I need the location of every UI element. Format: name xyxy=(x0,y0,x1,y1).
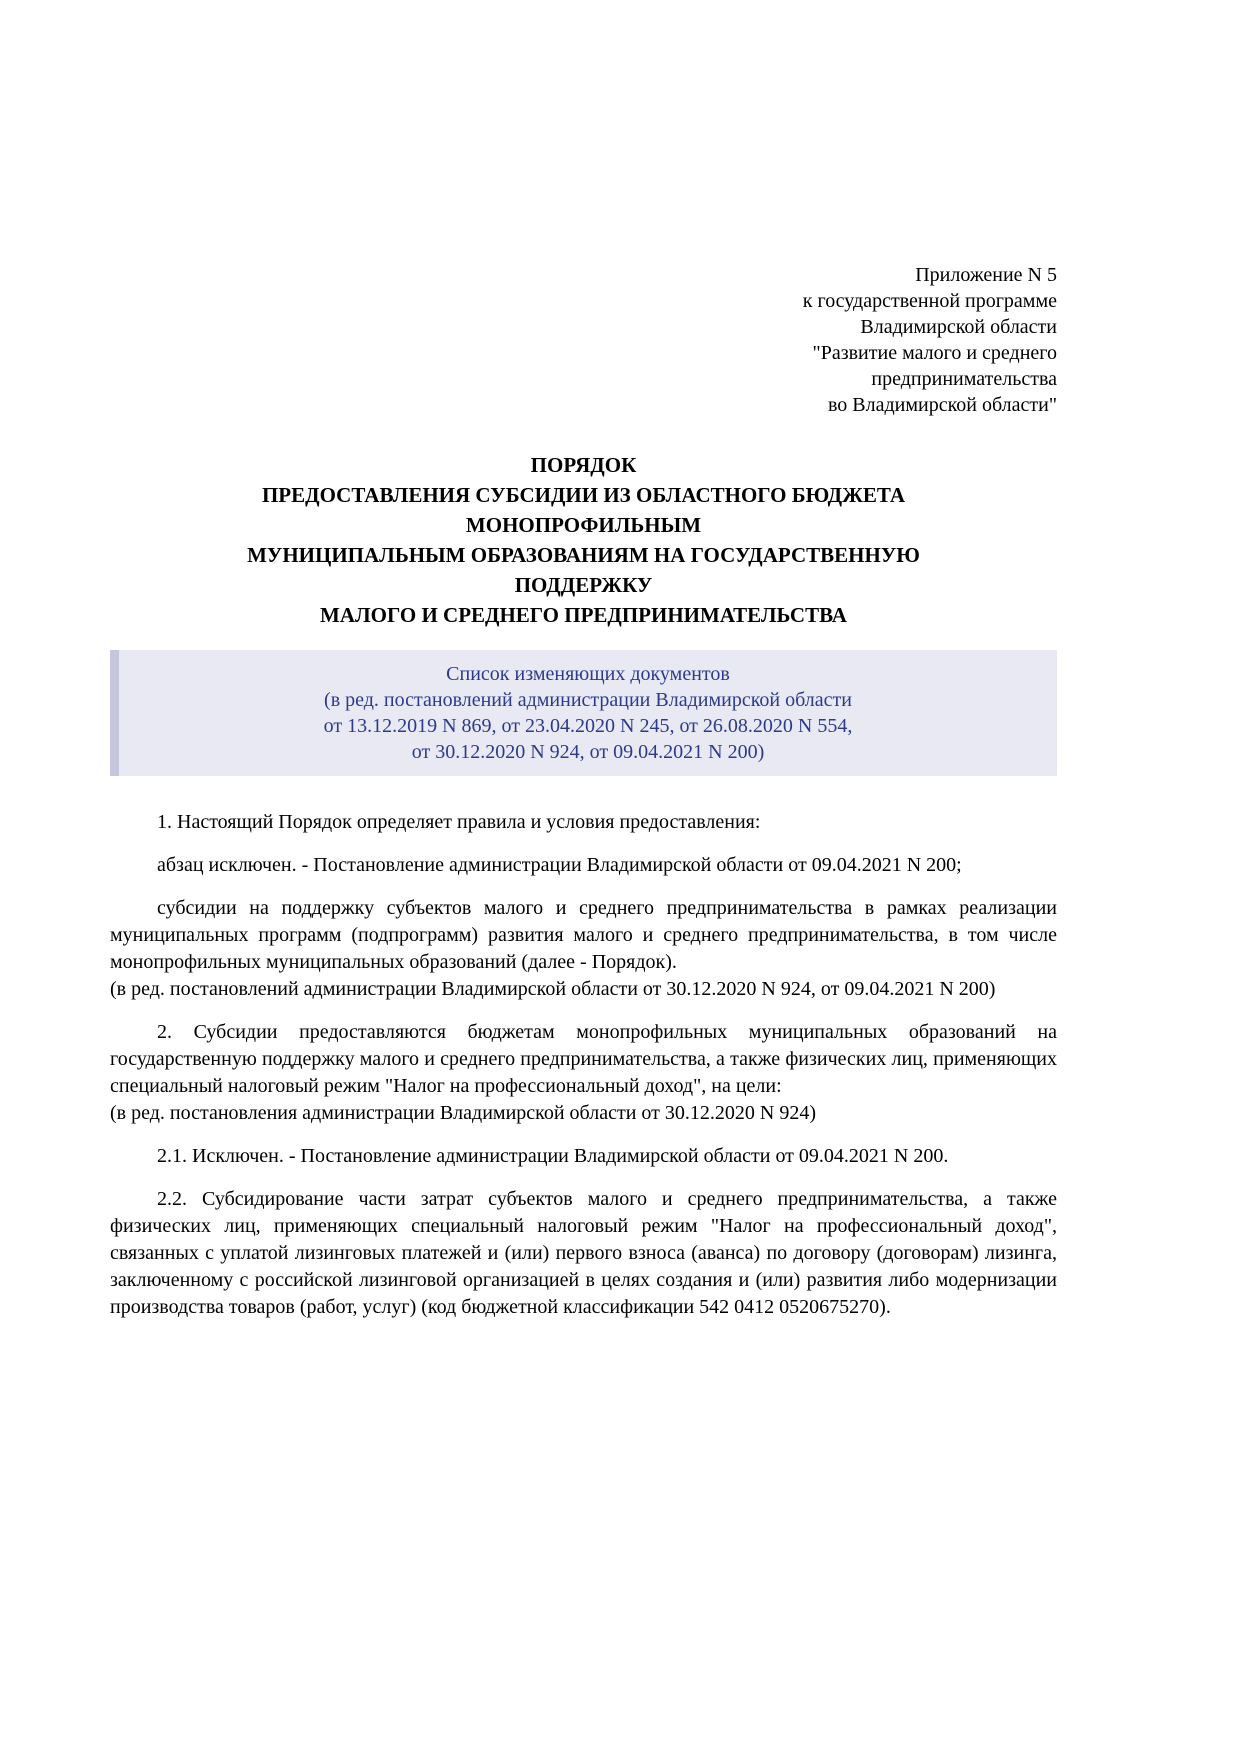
amendments-box-line: от 13.12.2019 N 869, от 23.04.2020 N 245, от 26.08.2020 N 554, xyxy=(323,715,853,737)
document-title-line: ПРЕДОСТАВЛЕНИЯ СУБСИДИИ ИЗ ОБЛАСТНОГО БЮДЖЕТА xyxy=(261,483,906,507)
amendments-box-line: (в ред. постановлений администрации Владимирской области xyxy=(324,689,852,711)
appendix-header-line: Владимирской области xyxy=(860,316,1057,338)
paragraph: абзац исключен. - Постановление администрации Владимирской области от 09.04.2021 N 200; xyxy=(157,854,962,876)
amendment-note: (в ред. постановления администрации Владимирской области от 30.12.2020 N 924) xyxy=(110,1102,816,1124)
amendment-note: (в ред. постановлений администрации Владимирской области от 30.12.2020 N 924, от 09.04.2021 N 200) xyxy=(110,978,996,1000)
amendments-box-line: Список изменяющих документов xyxy=(446,663,730,685)
appendix-header-line: предпринимательства xyxy=(871,368,1057,390)
amendments-box-line: от 30.12.2020 N 924, от 09.04.2021 N 200) xyxy=(411,741,765,763)
document-title-line: МОНОПРОФИЛЬНЫМ xyxy=(465,513,702,537)
document-body xyxy=(110,809,1057,1321)
paragraph: 1. Настоящий Порядок определяет правила и условия предоставления: xyxy=(157,811,761,833)
document-title-line: ПОДДЕРЖКУ xyxy=(514,573,653,597)
paragraph: 2. Субсидии предоставляются бюджетам монопрофильных муниципальных образований на государственную поддержку малого и среднего предпринимательства, а также физических лиц, применяющих специальный налоговый режим "Налог на профессиональный доход", на цели: xyxy=(110,1021,1057,1097)
paragraph: субсидии на поддержку субъектов малого и среднего предпринимательства в рамках реализации муниципальных программ (подпрограмм) развития малого и среднего предпринимательства, в том числе монопрофильных муниципальных образований (далее - Порядок). xyxy=(110,897,1057,973)
paragraph: 2.1. Исключен. - Постановление администрации Владимирской области от 09.04.2021 N 200. xyxy=(157,1145,949,1167)
document-title-line: МАЛОГО И СРЕДНЕГО ПРЕДПРИНИМАТЕЛЬСТВА xyxy=(320,603,847,627)
amendments-box xyxy=(110,650,1057,776)
document-title xyxy=(110,450,1057,630)
document-title-line: МУНИЦИПАЛЬНЫМ ОБРАЗОВАНИЯМ НА ГОСУДАРСТВЕННУЮ xyxy=(247,543,920,567)
appendix-header xyxy=(110,262,1057,418)
appendix-header-line: Приложение N 5 xyxy=(915,264,1057,286)
document-title-line: ПОРЯДОК xyxy=(530,453,637,477)
appendix-header-line: к государственной программе xyxy=(802,290,1057,312)
appendix-header-line: во Владимирской области" xyxy=(827,394,1057,416)
paragraph: 2.2. Субсидирование части затрат субъектов малого и среднего предпринимательства, а также физических лиц, применяющих специальный налоговый режим "Налог на профессиональный доход", связанных с уплатой лизинговых платежей и (или) первого взноса (аванса) по договору (договорам) лизинга, заключенному с российской лизинговой организацией в целях создания и (или) развития либо модернизации производства товаров (работ, услуг) (код бюджетной классификации 542 0412 0520675270). xyxy=(110,1188,1057,1318)
appendix-header-line: "Развитие малого и среднего xyxy=(812,342,1057,364)
